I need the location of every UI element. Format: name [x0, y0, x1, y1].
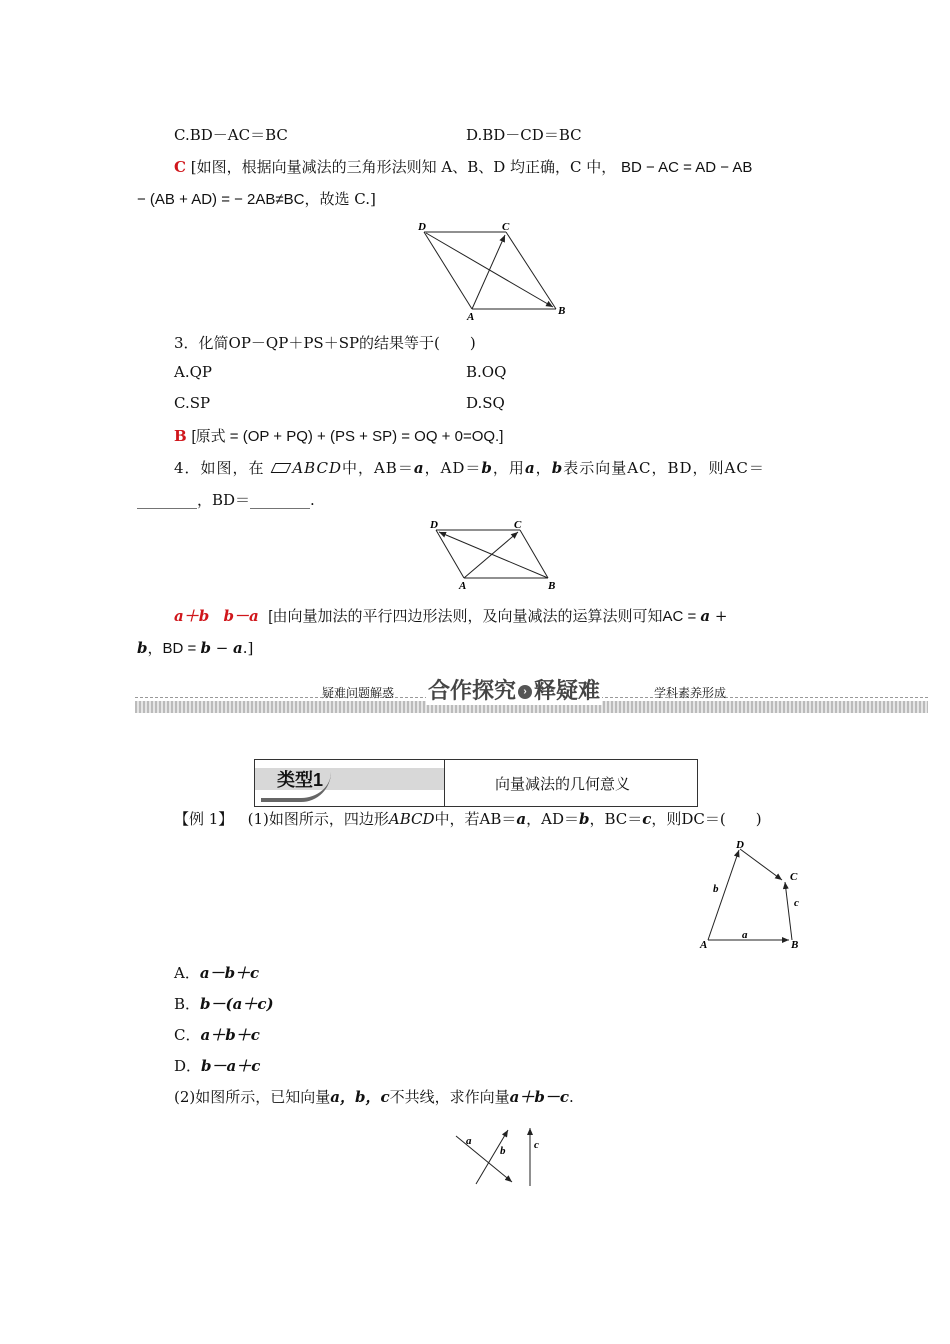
parallelogram-figure-2 [424, 516, 564, 594]
stem-text: ，用 [492, 459, 525, 477]
stem-text: 中，若AB＝ [434, 810, 517, 828]
option-d: D.SQ [466, 394, 505, 412]
minus-sign: − [210, 639, 234, 657]
option-c: C.BD－AC＝BC [174, 126, 288, 144]
option-c [174, 1024, 260, 1045]
label-d: D [736, 839, 744, 851]
label-d: D [418, 221, 426, 233]
answer-explanation: [由向量加法的平行四边形法则，及向量减法的运算法则可知AC = [268, 608, 701, 625]
example-1-stem [174, 808, 762, 829]
answer-explanation: [如图，根据向量减法的三角形法则知 A、B、D 均正确，C 中， [190, 158, 617, 176]
answer-explanation: [原式 = (OP + PQ) + (PS + SP) = OQ + 0=OQ.] [191, 428, 504, 445]
answer-formula: BD − AC = AD − AB [621, 159, 753, 176]
option-label: C． [174, 1026, 201, 1044]
option-expr: b－a＋c [201, 1057, 261, 1075]
banner-title-part-1: 合作探究 [428, 678, 517, 703]
option-expr: a＋b＋c [200, 1026, 260, 1044]
answer-line [174, 605, 727, 626]
stem-end: . [568, 1088, 574, 1106]
label-vec-b: b [500, 1145, 506, 1157]
example-tag: 【例 1】 [174, 810, 234, 828]
banner-title [426, 674, 602, 705]
option-c: C.SP [174, 394, 211, 412]
stem-text: 表示向量AC，BD，则AC＝ [563, 459, 765, 477]
option-a [174, 962, 259, 983]
answer-end: .] [242, 639, 254, 657]
option-expr: b－(a＋c) [200, 995, 274, 1013]
parallelogram-figure [410, 218, 580, 322]
label-vec-b: b [713, 883, 719, 895]
question-4-blanks: ________，BD＝________. [137, 491, 315, 509]
answer-line [174, 156, 752, 177]
stem-text: (2)如图所示，已知向量 [174, 1088, 331, 1106]
option-d [174, 1055, 260, 1076]
answer-explanation: ，故选 C.] [304, 190, 376, 208]
label-b: B [791, 939, 799, 951]
option-d: D.BD－CD＝BC [466, 126, 582, 144]
answer-formula: − (AB + AD) = − 2AB≠BC [137, 191, 305, 208]
type-title: 向量减法的几何意义 [495, 776, 631, 793]
option-expr: a－b＋c [199, 964, 260, 982]
stem-text: 中，AB＝ [341, 459, 414, 477]
label-c: C [790, 871, 798, 883]
var-b: b [551, 459, 564, 477]
answer-explanation: ，BD = [147, 640, 201, 657]
var-a: a [413, 459, 425, 477]
label-a: A [700, 939, 708, 951]
var-c: c [642, 810, 652, 828]
label-b: B [558, 305, 566, 317]
var-b: b [200, 639, 211, 657]
stem-text: ，BC＝ [589, 810, 643, 828]
stem-text: ， [535, 459, 552, 477]
question-4-stem [174, 457, 765, 478]
var-a: a [700, 607, 711, 625]
option-b [174, 993, 274, 1014]
var-b: b [481, 459, 493, 477]
var-a: a [524, 459, 536, 477]
stem-shape-name: ABCD [388, 810, 435, 828]
answer-line-2 [137, 637, 253, 658]
label-a: A [467, 311, 475, 322]
label-vec-c: c [534, 1139, 539, 1151]
option-label: A． [174, 964, 200, 982]
banner-left: 疑难问题解惑 [322, 686, 395, 700]
label-vec-a: a [742, 929, 748, 941]
three-vectors-figure [440, 1124, 550, 1190]
label-vec-c: c [794, 897, 799, 909]
option-b: B.OQ [466, 363, 507, 381]
stem-text: ，AD＝ [526, 810, 579, 828]
answer-line [174, 425, 503, 446]
label-vec-a: a [466, 1135, 472, 1147]
option-a: A.QP [174, 363, 212, 381]
label-a: A [459, 580, 467, 592]
type-label: 类型1 [277, 770, 324, 790]
type-label-area [255, 760, 445, 806]
question-3-stem: 3．化简OP－QP＋PS＋SP的结果等于( ) [174, 334, 476, 352]
var-b: b [578, 810, 590, 828]
banner-right: 学科素养形成 [654, 686, 727, 700]
stem-text: 不共线，求作向量 [389, 1088, 510, 1106]
option-label: D． [174, 1057, 202, 1075]
label-c: C [502, 221, 510, 233]
type-heading-box [254, 759, 698, 807]
answer-blank-1: a＋b [174, 607, 210, 625]
label-c: C [514, 519, 522, 531]
stem-shape-name: ABCD [292, 459, 342, 477]
stem-text: ，则DC＝( ) [651, 810, 762, 828]
answer-letter: B [174, 427, 187, 445]
plus-sign: + [710, 607, 728, 625]
answer-blank-2: b－a [223, 607, 259, 625]
var-a: a [516, 810, 527, 828]
option-label: B． [174, 995, 201, 1013]
answer-letter: C [174, 158, 186, 176]
parallelogram-icon [271, 463, 292, 473]
var-a: a [233, 639, 243, 657]
label-b: B [548, 580, 556, 592]
banner-title-part-2: 释疑难 [534, 678, 601, 703]
stem-text: 4．如图，在 [174, 459, 265, 477]
quadrilateral-figure [694, 836, 814, 952]
stem-text: ，AD＝ [424, 459, 482, 477]
target-expr: a＋b－c [509, 1088, 569, 1106]
example-1-part-2 [174, 1086, 574, 1107]
label-d: D [430, 519, 438, 531]
vars: a，b，c [330, 1088, 390, 1106]
stem-text: (1)如图所示，四边形 [247, 810, 389, 828]
arrow-icon: › [518, 685, 532, 699]
answer-line-2 [137, 188, 376, 209]
var-b: b [137, 639, 148, 657]
